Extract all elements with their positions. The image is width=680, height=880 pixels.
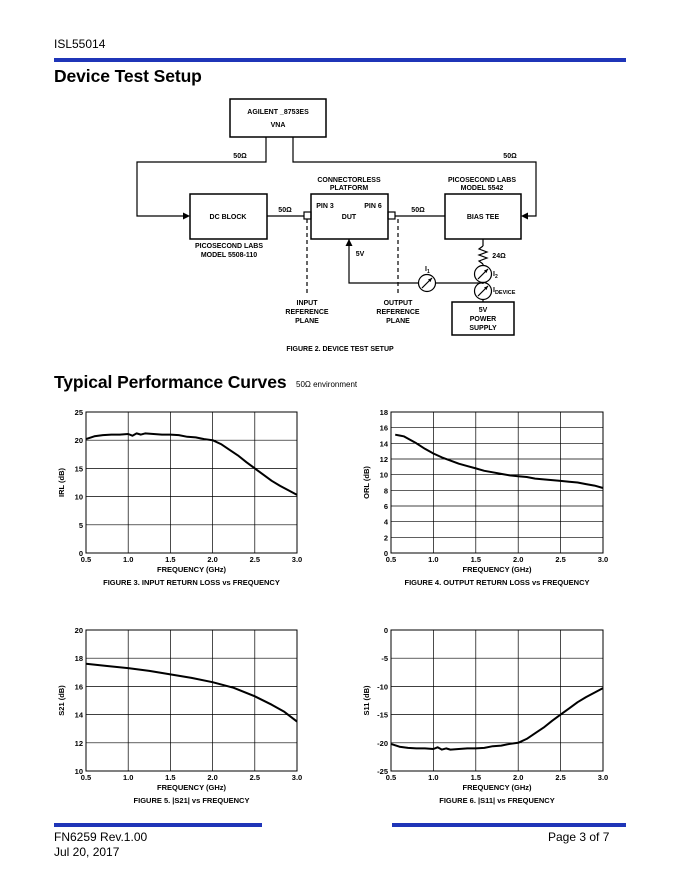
x-tick-label: 0.5 <box>80 773 92 782</box>
x-tick-label: 1.0 <box>428 555 439 564</box>
y-tick-label: 10 <box>379 470 388 480</box>
y-tick-label: -10 <box>377 682 388 692</box>
x-tick-label: 0.5 <box>80 555 92 564</box>
y-axis-label: IRL (dB) <box>57 467 66 498</box>
x-tick-label: 0.5 <box>385 555 397 564</box>
arrow-into-bias-tee-icon <box>521 213 528 220</box>
figure-caption: FIGURE 4. OUTPUT RETURN LOSS vs FREQUENCY <box>404 578 590 587</box>
y-tick-label: -15 <box>377 710 388 720</box>
i2-label: I <box>493 271 495 278</box>
series-line <box>86 433 297 495</box>
y-tick-label: 14 <box>74 710 83 720</box>
y-tick-label: 6 <box>383 502 388 511</box>
output-plane-2: REFERENCE <box>376 309 420 316</box>
y-tick-label: 16 <box>379 423 388 433</box>
figure-caption: FIGURE 5. |S21| vs FREQUENCY <box>133 796 250 805</box>
bias-tee-label: BIAS TEE <box>466 214 500 221</box>
dc-model-label-1: PICOSECOND LABS <box>194 243 264 250</box>
figure-caption: FIGURE 6. |S11| vs FREQUENCY <box>439 796 555 805</box>
y-tick-label: 18 <box>379 408 388 417</box>
setup-section-title: Device Test Setup <box>54 66 202 86</box>
footer-rule-right <box>392 823 626 827</box>
input-plane-3: PLANE <box>295 318 319 325</box>
pin6-label: PIN 6 <box>364 203 382 210</box>
y-tick-label: 0 <box>383 549 388 558</box>
x-tick-label: 3.0 <box>597 555 609 564</box>
s11-chart <box>362 626 608 805</box>
y-tick-label: 5 <box>78 520 83 530</box>
y-tick-label: 2 <box>383 533 388 543</box>
s21-chart <box>57 626 302 805</box>
output-plane-3: PLANE <box>386 318 410 325</box>
y-tick-label: 10 <box>74 767 83 776</box>
x-tick-label: 1.5 <box>165 555 176 564</box>
i1-label: I <box>425 266 427 273</box>
y-tick-label: 12 <box>74 738 83 748</box>
series-line <box>395 435 603 488</box>
vna-box <box>230 99 326 137</box>
x-tick-label: 3.0 <box>291 555 303 564</box>
x-tick-label: 3.0 <box>597 773 609 782</box>
arrow-up-5v-icon <box>346 239 353 246</box>
y-tick-label: 8 <box>383 486 388 496</box>
x-tick-label: 1.0 <box>122 555 134 564</box>
idevice-label: I <box>493 287 495 294</box>
input-plane-1: INPUT <box>296 300 318 307</box>
x-tick-label: 2.0 <box>512 555 524 564</box>
bias-model-label-1: PICOSECOND LABS <box>447 177 517 184</box>
i1-sub: 1 <box>426 269 430 275</box>
platform-label-1: CONNECTORLESS <box>317 177 381 184</box>
x-tick-label: 1.0 <box>122 773 134 782</box>
footer-page: Page 3 of 7 <box>548 830 610 844</box>
y-tick-label: 10 <box>74 492 83 502</box>
input-plane-2: REFERENCE <box>285 309 329 316</box>
x-tick-label: 2.5 <box>555 773 566 782</box>
bias-model-label-2: MODEL 5542 <box>460 185 504 192</box>
footer-doc-number: FN6259 Rev.1.00 <box>54 830 148 844</box>
svg-text:I2 <box>493 271 498 280</box>
r50-out-label: 50Ω <box>411 207 425 214</box>
v5-label: 5V <box>355 251 365 258</box>
x-axis-label: FREQUENCY (GHz) <box>156 565 227 574</box>
y-tick-label: 12 <box>379 455 388 464</box>
input-connector <box>304 212 311 219</box>
figure-caption: FIGURE 3. INPUT RETURN LOSS vs FREQUENCY <box>103 578 280 587</box>
plot-frame <box>86 412 297 553</box>
y-tick-label: 20 <box>74 626 83 635</box>
y-tick-label: 15 <box>74 464 83 474</box>
curves-environment-note: 50Ω environment <box>296 380 358 389</box>
x-tick-label: 1.5 <box>470 555 482 564</box>
pin3-label: PIN 3 <box>316 203 334 210</box>
y-tick-label: 20 <box>74 436 83 446</box>
footer-rule-left <box>54 823 262 827</box>
platform-label-2: PLATFORM <box>329 185 369 192</box>
dut-label: DUT <box>341 214 357 221</box>
series-line <box>86 664 297 722</box>
r24-label: 24Ω <box>492 253 506 260</box>
y-axis-label: ORL (dB) <box>362 466 371 499</box>
part-number: ISL55014 <box>54 37 106 51</box>
irl-chart <box>57 408 302 587</box>
x-tick-label: 1.0 <box>428 773 439 782</box>
x-tick-label: 1.5 <box>470 773 482 782</box>
series-line <box>391 688 603 750</box>
dc-model-label-2: MODEL 5508-110 <box>200 252 258 259</box>
r50-dc-label: 50Ω <box>278 207 292 214</box>
orl-chart <box>362 408 608 587</box>
x-tick-label: 3.0 <box>291 773 303 782</box>
r50-left: 50Ω <box>233 153 247 160</box>
x-axis-label: FREQUENCY (GHz) <box>462 783 532 792</box>
y-tick-label: 4 <box>383 517 388 527</box>
output-connector <box>388 212 395 219</box>
output-plane-1: OUTPUT <box>383 300 413 307</box>
setup-caption: FIGURE 2. DEVICE TEST SETUP <box>286 346 394 353</box>
vna-label-1: AGILENT _8753ES <box>247 109 309 116</box>
x-tick-label: 2.0 <box>207 773 218 782</box>
arrow-into-dc-block-icon <box>183 213 190 220</box>
plot-frame <box>391 630 603 771</box>
r50-right: 50Ω <box>503 153 517 160</box>
dc-block-label: DC BLOCK <box>209 214 247 221</box>
curves-section-title: Typical Performance Curves <box>54 372 287 392</box>
x-tick-label: 1.5 <box>165 773 176 782</box>
x-tick-label: 2.5 <box>555 555 566 564</box>
y-tick-label: -20 <box>377 738 388 748</box>
idevice-sub: DEVICE <box>494 290 516 296</box>
y-tick-label: 0 <box>383 626 388 635</box>
x-tick-label: 2.0 <box>207 555 218 564</box>
i2-sub: 2 <box>494 274 498 280</box>
supply-label-1: 5V <box>478 307 488 314</box>
y-tick-label: -25 <box>377 767 388 776</box>
y-tick-label: 25 <box>74 408 83 417</box>
x-tick-label: 2.5 <box>249 773 261 782</box>
y-tick-label: 14 <box>379 439 388 449</box>
y-tick-label: 0 <box>78 549 83 558</box>
supply-label-2: POWER <box>469 316 497 323</box>
y-axis-label: S21 (dB) <box>57 685 66 716</box>
vna-label-2: VNA <box>270 122 286 129</box>
x-tick-label: 2.0 <box>512 773 524 782</box>
x-axis-label: FREQUENCY (GHz) <box>156 783 227 792</box>
x-tick-label: 0.5 <box>385 773 397 782</box>
footer-date: Jul 20, 2017 <box>54 845 120 859</box>
y-tick-label: -5 <box>381 654 388 664</box>
y-tick-label: 16 <box>74 682 83 692</box>
y-axis-label: S11 (dB) <box>362 685 371 716</box>
supply-label-3: SUPPLY <box>469 325 497 332</box>
svg-text:I1 <box>425 266 430 275</box>
svg-text:IDEVICE <box>493 287 516 296</box>
x-axis-label: FREQUENCY (GHz) <box>462 565 532 574</box>
x-tick-label: 2.5 <box>249 555 261 564</box>
y-tick-label: 18 <box>74 654 83 664</box>
